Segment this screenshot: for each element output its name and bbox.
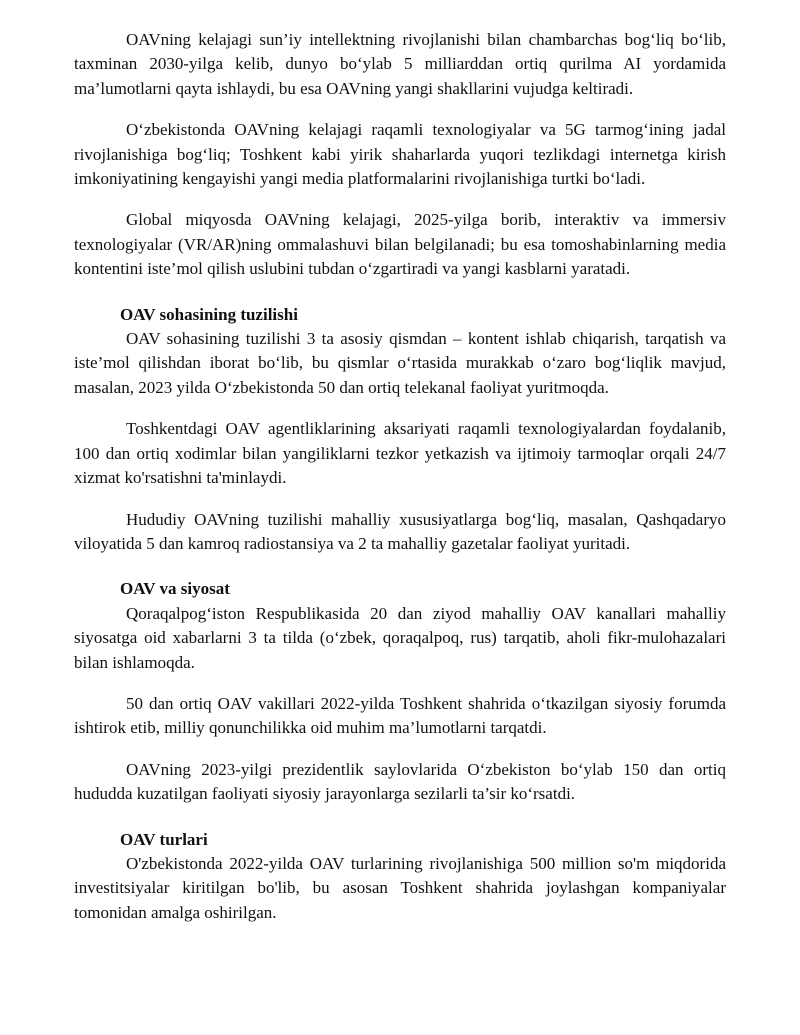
paragraph-global-vr-ar: Global miqyosda OAVning kelajagi, 2025-yilga borib, interaktiv va immersiv texnologiyalar (VR/AR)ning ommalashuvi bilan belgilanadi; bu esa tomoshabinlarning media kontentini iste’mol qilish uslubini tubdan o‘zgartiradi va yangi kasblarni yaratadi. xyxy=(74,210,726,279)
section-heading-types: OAV turlari xyxy=(120,829,208,849)
paragraph-karakalpakstan: Qoraqalpog‘iston Respublikasida 20 dan ziyod mahalliy OAV kanallari mahalliy siyosatga oid xabarlarni 3 ta tilda (o‘zbek, qoraqalpoq, rus) tarqatib, aholi fikr-mulohazalari bilan ishlamoqda. xyxy=(74,603,726,672)
paragraph-structure-parts: OAV sohasining tuzilishi 3 ta asosiy qismdan – kontent ishlab chiqarish, tarqatish va iste’mol qilishdan iborat bo‘lib, bu qismlar o‘rtasida murakkab o‘zaro bog‘liqlik mavjud, masalan, 2023 yilda O‘zbekistonda 50 dan ortiq telekanal faoliyat yuritmoqda. xyxy=(74,329,726,397)
section-heading-structure: OAV sohasining tuzilishi xyxy=(120,304,298,324)
paragraph-investments: O'zbekistonda 2022-yilda OAV turlarining rivojlanishiga 500 million so'm miqdorida investitsiyalar kiritilgan bo'lib, bu asosan Toshkent shahrida joylashgan kompaniyalar tomonidan amalga oshirilgan. xyxy=(74,853,726,922)
paragraph-ai-future: OAVning kelajagi sun’iy intellektning rivojlanishi bilan chambarchas bog‘liq bo‘lib, taxminan 2030-yilga kelib, dunyo bo‘ylab 5 milliarddan ortiq qurilma AI yordamida ma’lumotlarni qayta ishlaydi, bu esa OAVning yangi shakllarini vujudga keltiradi. xyxy=(74,30,726,98)
section-heading-politics: OAV va siyosat xyxy=(120,579,230,599)
paragraph-political-forum: 50 dan ortiq OAV vakillari 2022-yilda Toshkent shahrida o‘tkazilgan siyosiy forumda ishtirok etib, milliy qonunchilikka oid muhim ma’lumotlarni tarqatdi. xyxy=(74,693,726,738)
document-page xyxy=(74,28,726,925)
paragraph-uzbekistan-5g: O‘zbekistonda OAVning kelajagi raqamli texnologiyalar va 5G tarmog‘ining jadal rivojlanishiga bog‘liq; Toshkent kabi yirik shaharlarda yuqori tezlikdagi internetga kirish imkoniyatining kengayishi yangi media platformalarini rivojlanishiga turtki bo‘ladi. xyxy=(74,120,726,189)
paragraph-tashkent-agencies: Toshkentdagi OAV agentliklarining aksariyati raqamli texnologiyalardan foydalanib, 100 dan ortiq xodimlar bilan yangiliklarni tezkor yetkazish va ijtimoiy tarmoqlar orqali 24/7 xizmat ko'rsatishni ta'minlaydi. xyxy=(74,419,726,488)
paragraph-regional-media: Hududiy OAVning tuzilishi mahalliy xususiyatlarga bog‘liq, masalan, Qashqadaryo viloyatida 5 dan kamroq radiostansiya va 2 ta mahalliy gazetalar faoliyat yuritadi. xyxy=(74,509,726,553)
paragraph-elections: OAVning 2023-yilgi prezidentlik saylovlarida O‘zbekiston bo‘ylab 150 dan ortiq hududda kuzatilgan faoliyati siyosiy jarayonlarga sezilarli ta’sir ko‘rsatdi. xyxy=(74,759,726,804)
